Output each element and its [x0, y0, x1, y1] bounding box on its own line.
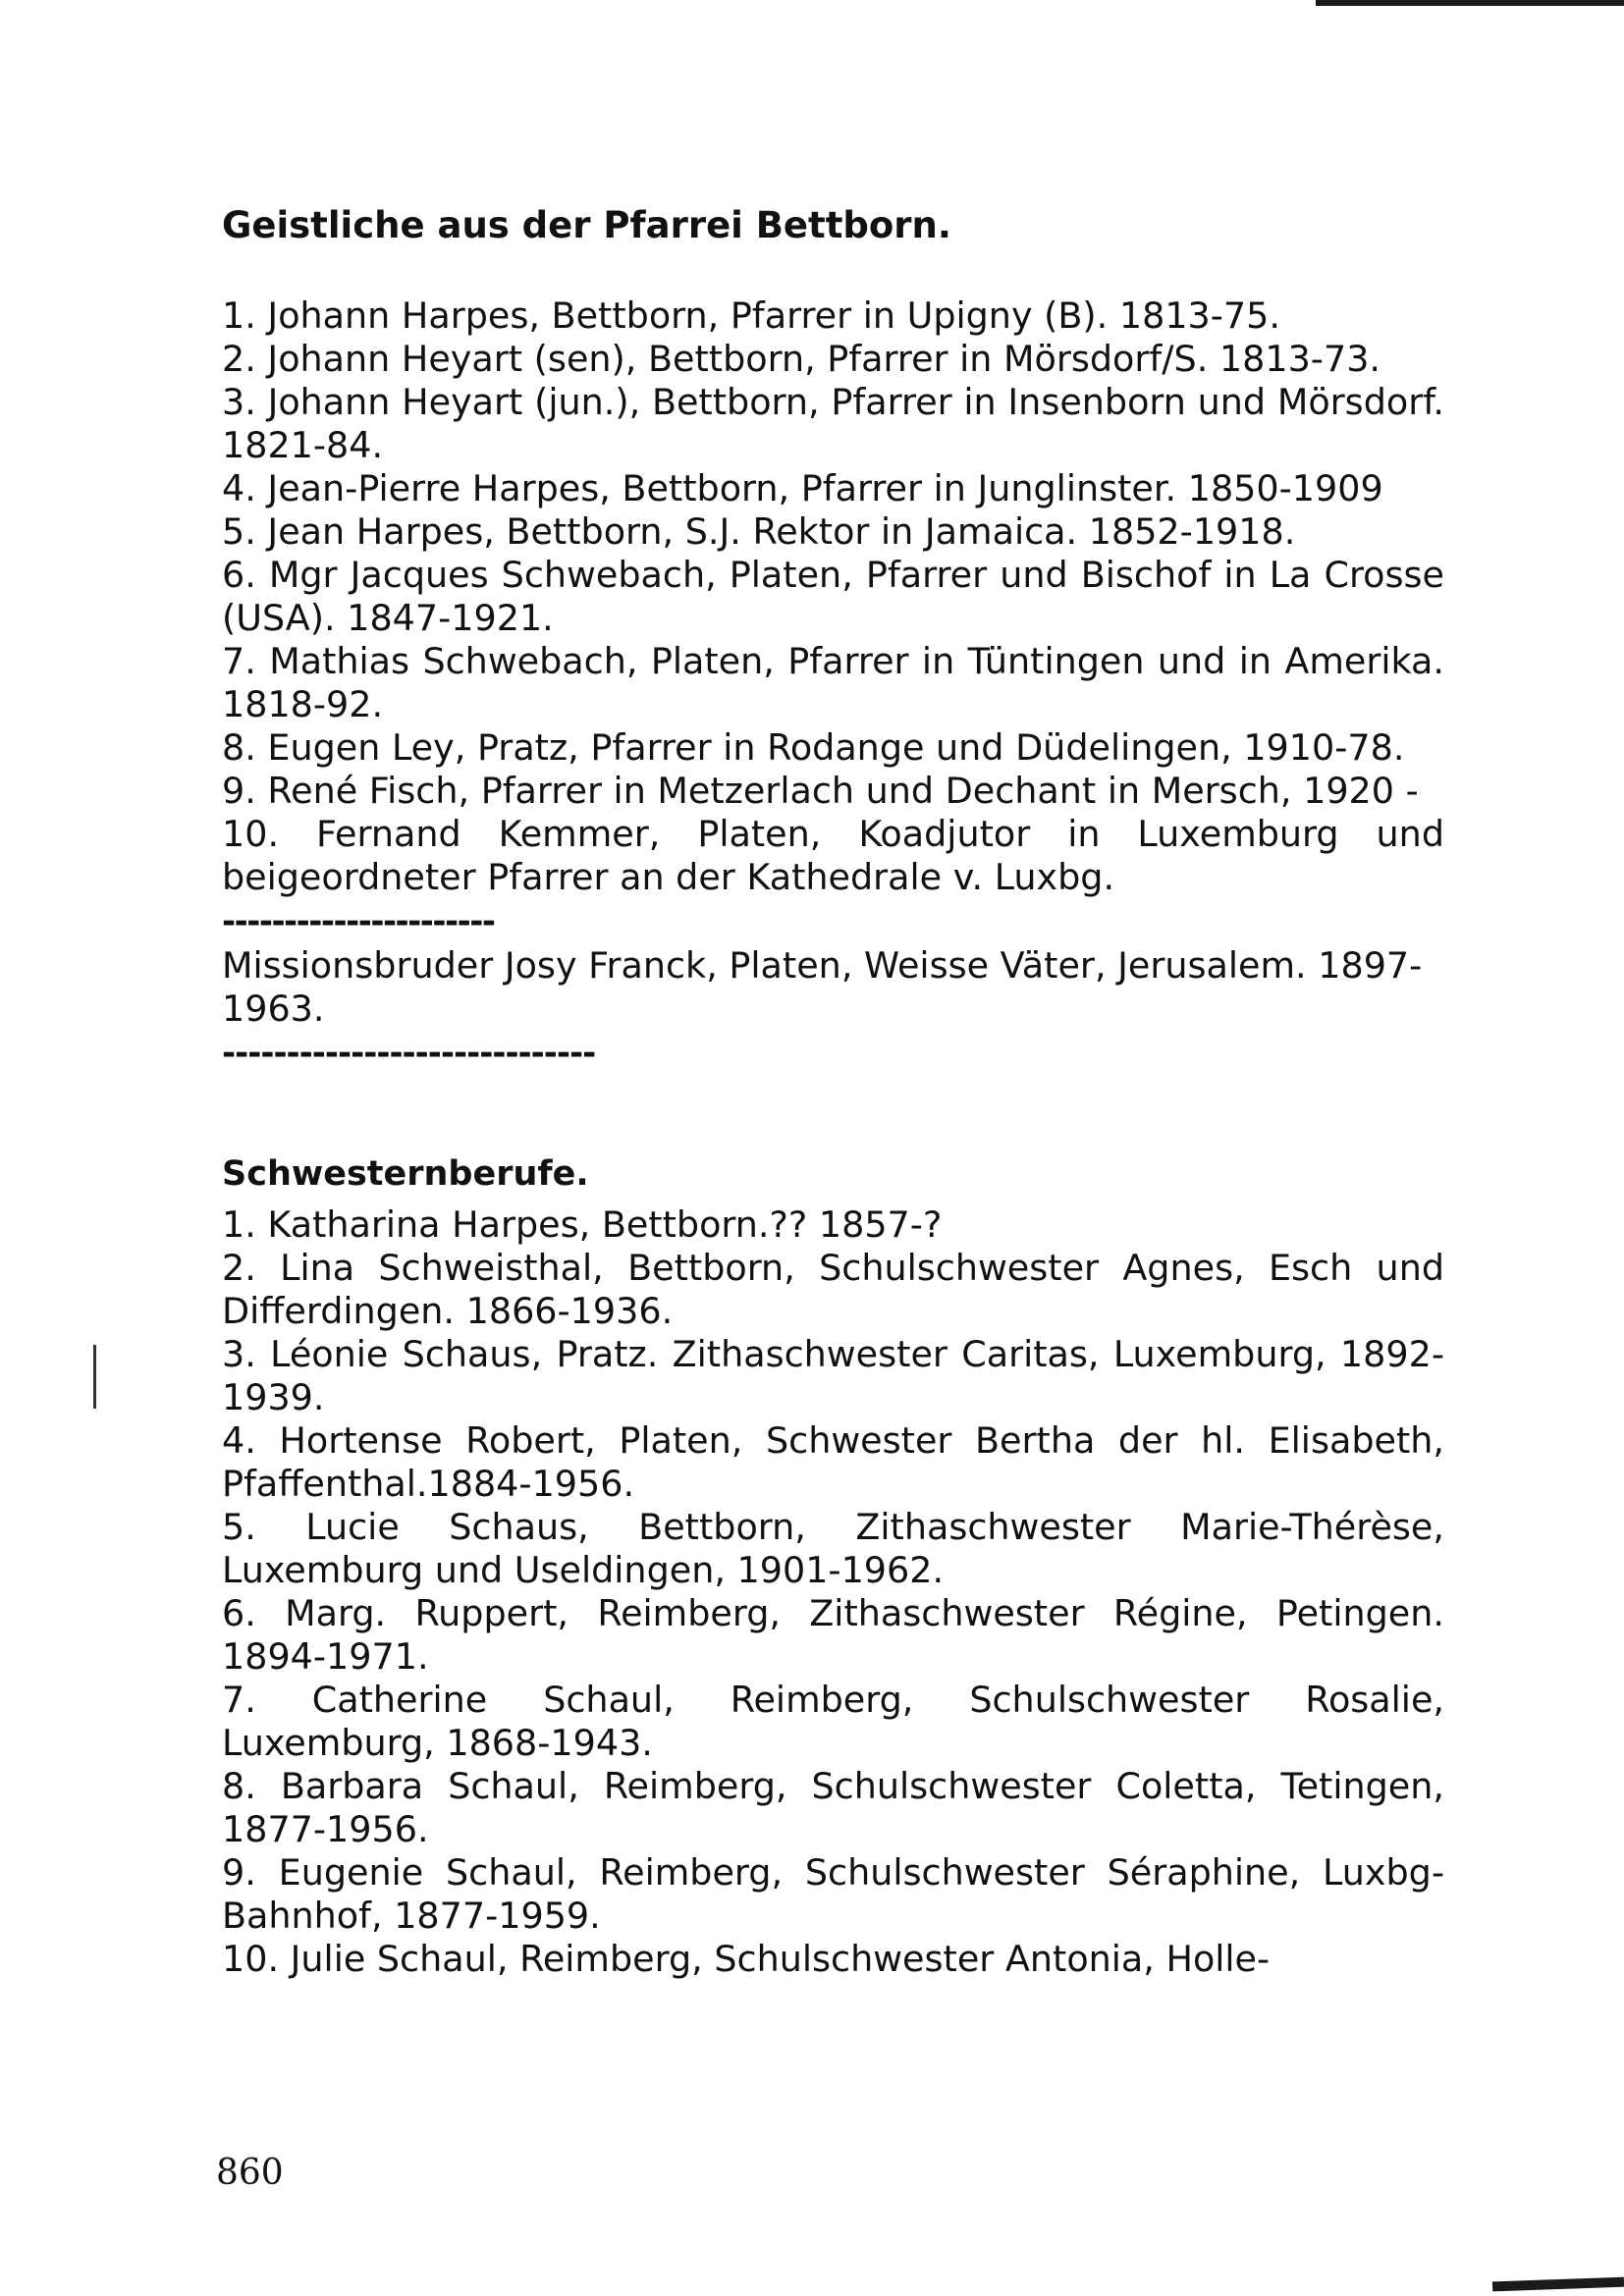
sisters-section-title: Schwesternberufe. [222, 1154, 589, 1194]
clergy-entry: 4. Jean-Pierre Harpes, Bettborn, Pfarrer in Junglinster. 1850-1909 [222, 467, 1383, 509]
clergy-entry: 5. Jean Harpes, Bettborn, S.J. Rektor in Jamaica. 1852-1918. [222, 510, 1296, 553]
clergy-entry: 9. René Fisch, Pfarrer in Metzerlach und Dechant in Mersch, 1920 - [222, 770, 1419, 812]
clergy-entry: 6. Mgr Jacques Schwebach, Platen, Pfarrer und Bischof in La Crosse (USA). 1847-1921. [222, 554, 1444, 639]
clergy-entry: 10. Fernand Kemmer, Platen, Koadjutor in Luxemburg und beigeordneter Pfarrer an der Kathedrale v. Luxbg. [222, 813, 1444, 898]
sister-entry: 4. Hortense Robert, Platen, Schwester Bertha der hl. Elisabeth, Pfaffenthal.1884-1956. [222, 1419, 1444, 1505]
clergy-entry: 3. Johann Heyart (jun.), Bettborn, Pfarrer in Insenborn und Mörsdorf. 1821-84. [222, 381, 1444, 466]
sister-entry: 7. Catherine Schaul, Reimberg, Schulschwester Rosalie, Luxemburg, 1868-1943. [222, 1679, 1444, 1764]
scan-mark [93, 1345, 96, 1409]
sister-entry: 5. Lucie Schaus, Bettborn, Zithaschwester Marie-Thérèse, Luxemburg und Useldingen, 1901-1962. [222, 1506, 1444, 1591]
scan-edge-top [1316, 0, 1624, 6]
clergy-section-title: Geistliche aus der Pfarrei Bettborn. [222, 204, 951, 246]
clergy-entry: 1. Johann Harpes, Bettborn, Pfarrer in Upigny (B). 1813-75. [222, 294, 1280, 337]
clergy-entry: 7. Mathias Schwebach, Platen, Pfarrer in Tüntingen und in Amerika. 1818-92. [222, 640, 1444, 725]
sister-entry: 3. Léonie Schaus, Pratz. Zithaschwester Caritas, Luxemburg, 1892-1939. [222, 1333, 1444, 1418]
scan-edge-bottom [1492, 2277, 1624, 2292]
clergy-entry: 2. Johann Heyart (sen), Bettborn, Pfarrer in Mörsdorf/S. 1813-73. [222, 338, 1381, 380]
sisters-list [222, 1203, 1444, 1981]
missionary-brother-entry: Missionsbruder Josy Franck, Platen, Weisse Väter, Jerusalem. 1897-1963. [222, 944, 1423, 1030]
clergy-list [222, 294, 1444, 899]
section-divider: ---------------------- [222, 902, 495, 941]
sister-entry: 6. Marg. Ruppert, Reimberg, Zithaschwester Régine, Petingen. 1894-1971. [222, 1592, 1444, 1678]
clergy-entry: 8. Eugen Ley, Pratz, Pfarrer in Rodange und Düdelingen, 1910-78. [222, 726, 1405, 769]
sister-entry: 1. Katharina Harpes, Bettborn.?? 1857-? [222, 1203, 943, 1246]
page-number: 860 [216, 2153, 284, 2193]
sister-entry: 10. Julie Schaul, Reimberg, Schulschwester Antonia, Holle- [222, 1938, 1271, 1980]
sister-entry: 2. Lina Schweisthal, Bettborn, Schulschwester Agnes, Esch und Differdingen. 1866-1936. [222, 1247, 1444, 1332]
section-divider: ----------------------------- [222, 1034, 596, 1073]
sister-entry: 9. Eugenie Schaul, Reimberg, Schulschwester Séraphine, Luxbg-Bahnhof, 1877-1959. [222, 1851, 1444, 1937]
page-content [222, 196, 1444, 1981]
sister-entry: 8. Barbara Schaul, Reimberg, Schulschwester Coletta, Tetingen, 1877-1956. [222, 1765, 1444, 1850]
